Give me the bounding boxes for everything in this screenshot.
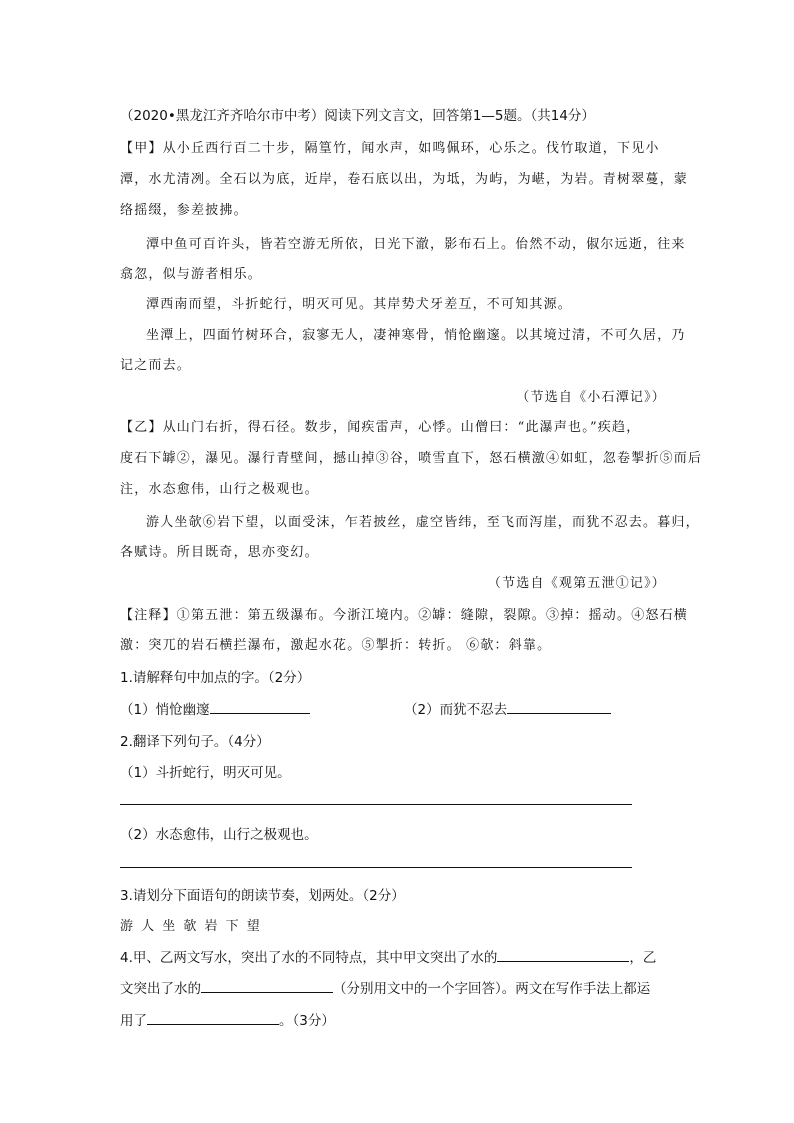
question-1-item-1-text: （1）悄怆幽邃 [120,702,210,718]
question-4-text: 文突出了水的 [120,981,201,997]
passage-jia-line: 潭中鱼可百许头，皆若空游无所依，日光下澈，影布石上。佁然不动，俶尔远逝，往来 [146,237,686,252]
question-4-line-2 [120,977,650,997]
passage-yi-line: 【乙】从山门右折，得石径。数步，闻疾雷声，心悸。山僧曰：“此瀑声也。”疾趋， [120,420,641,435]
question-4-text: （分别用文中的一个字回答）。两文在写作手法上都运 [333,981,651,997]
passage-jia-line: 潭，水尤清冽。全石以为底，近岸，卷石底以出，为坻，为屿，为嵁，为岩。青树翠蔓，蒙 [120,172,689,187]
answer-blank[interactable] [497,947,629,962]
question-4-text: 。（3分） [279,1013,335,1029]
passage-yi-line: 度石下罅②，瀑见。瀑行青壁间，撼山掉③谷，喷雪直下，怒石横激④如虹，忽卷掣折⑤而后 [120,451,703,466]
notes-line: 【注释】①第五泄：第五级瀑布。今浙江境内。②罅：缝隙，裂隙。③掉：摇动。④怒石横 [120,608,689,623]
question-3-title: 3.请划分下面语句的朗读节奏，划两处。（2分） [120,888,405,904]
question-1-title: 1.请解释句中加点的字。（2分） [120,670,311,686]
passage-jia-line: 记之而去。 [120,358,192,373]
notes-line: 激：突兀的岩石横拦瀑布，激起水花。⑤掣折：转折。 ⑥欹：斜靠。 [120,638,552,653]
passage-yi-source: （节选自《观第五泄①记》） [487,576,666,591]
passage-jia-line: 潭西南而望，斗折蛇行，明灭可见。其岸势犬牙差互，不可知其源。 [146,297,573,312]
question-2-item-1: （1）斗折蛇行，明灭可见。 [120,765,291,781]
answer-blank[interactable] [147,1010,279,1025]
question-header: （2020•黑龙江齐齐哈尔市中考）阅读下列文言文，回答第1—5题。（共14分） [120,108,595,124]
answer-line[interactable] [120,867,632,868]
passage-jia-line: 翕忽，似与游者相乐。 [120,267,263,282]
passage-yi-line: 游人坐欹⑥岩下望，以面受沫，乍若披丝，虚空皆纬，至飞而泻崖，而犹不忍去。暮归， [146,515,700,530]
question-3-sentence: 游 人 坐 欹 岩 下 望 [120,919,262,934]
passage-jia-line: 络摇缀，参差披拂。 [120,203,248,218]
question-4-text: 用了 [120,1013,147,1029]
question-1-item-2 [404,698,611,718]
passage-jia-line: 坐潭上，四面竹树环合，寂寥无人，凄神寒骨，悄怆幽邃。以其境过清，不可久居，乃 [146,328,686,343]
question-1-item-1 [120,698,310,718]
passage-yi-line: 注，水态愈伟，山行之极观也。 [120,482,319,497]
question-4-text: ，乙 [629,950,657,966]
question-4-line-1 [120,946,656,966]
passage-jia-line: 【甲】从小丘西行百二十步，隔篁竹，闻水声，如鸣佩环，心乐之。伐竹取道，下见小 [120,141,660,156]
answer-blank[interactable] [210,699,310,714]
question-1-item-2-text: （2）而犹不忍去 [404,702,508,718]
passage-yi-line: 各赋诗。所目既奇，思亦变幻。 [120,545,319,560]
answer-line[interactable] [120,804,632,805]
answer-blank[interactable] [507,699,611,714]
question-4-line-3 [120,1009,335,1029]
question-4-text: 4.甲、乙两文写水，突出了水的不同特点，其中甲文突出了水的 [120,950,498,966]
question-2-title: 2.翻译下列句子。（4分） [120,734,270,750]
passage-jia-source: （节选自《小石潭记》） [516,390,666,405]
answer-blank[interactable] [201,978,333,993]
question-2-item-2: （2）水态愈伟，山行之极观也。 [120,827,318,843]
